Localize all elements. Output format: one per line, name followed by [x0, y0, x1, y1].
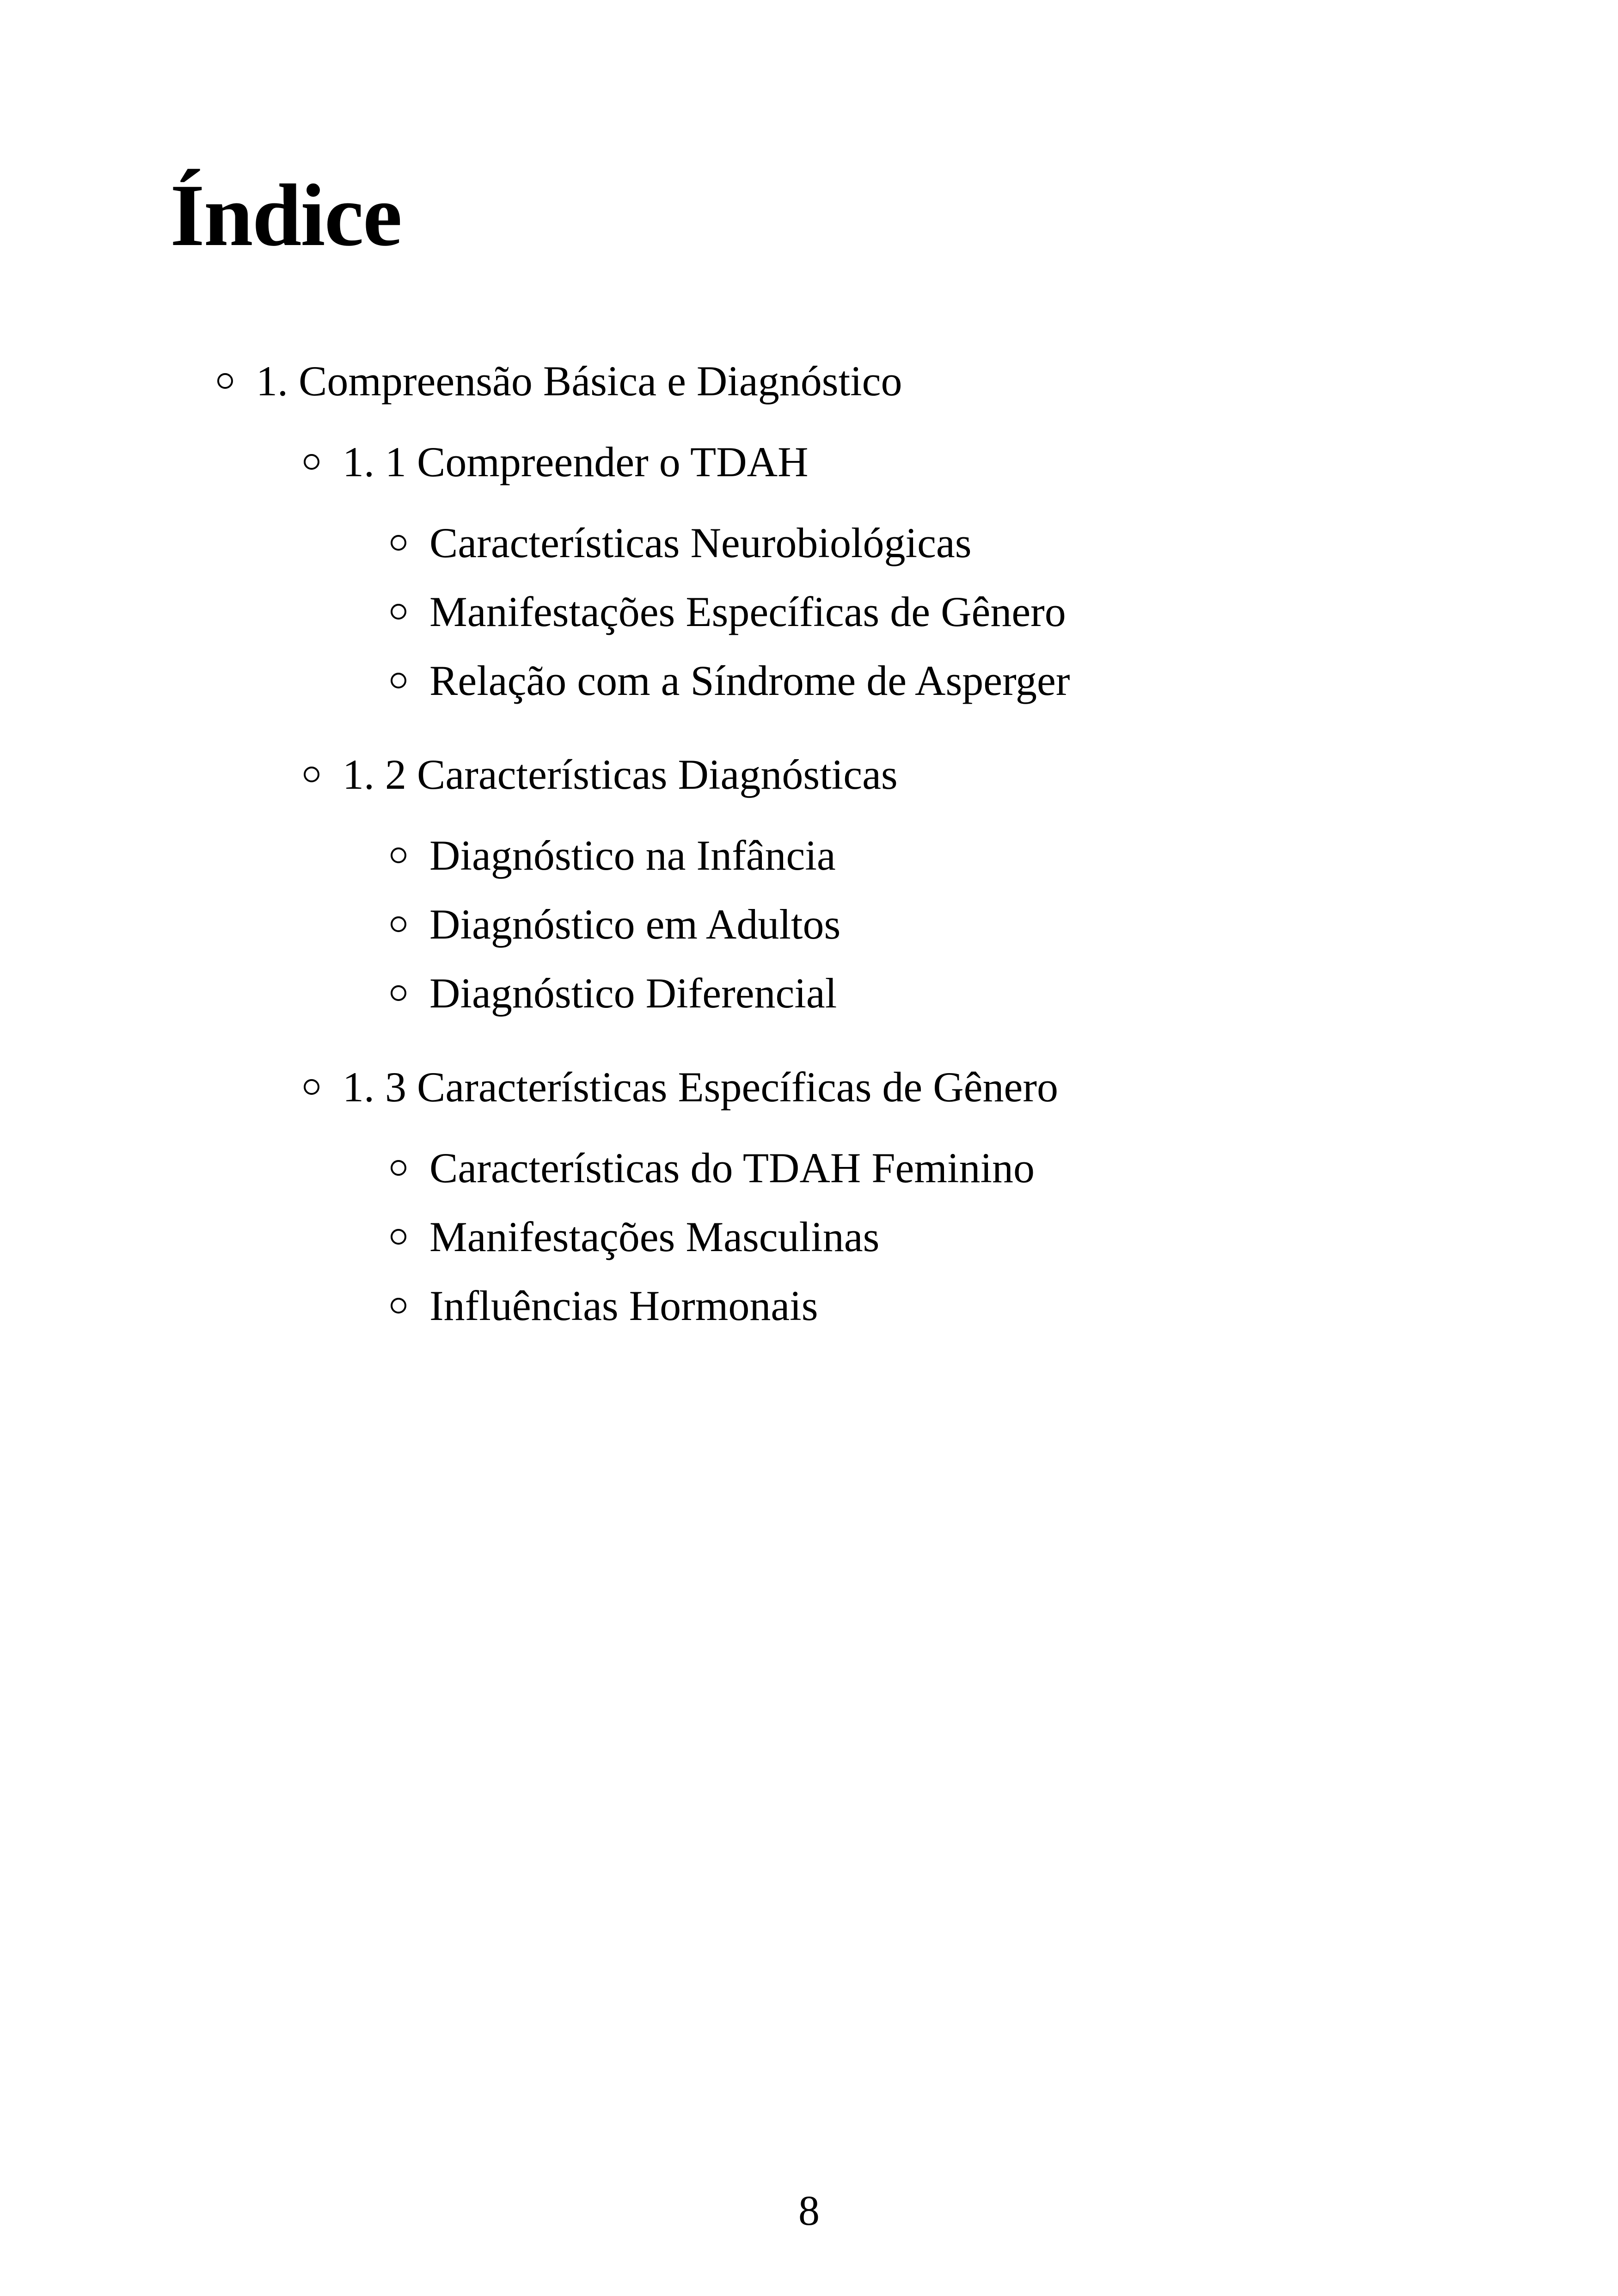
toc-item[interactable]	[391, 970, 837, 1017]
toc-subsection-label: 1. 2 Características Diagnósticas	[343, 751, 898, 798]
circle-bullet-icon	[391, 1229, 406, 1245]
circle-bullet-icon	[304, 454, 319, 470]
toc-item-label: Influências Hormonais	[429, 1282, 818, 1329]
toc-subsection-label: 1. 3 Características Específicas de Gênero	[343, 1063, 1058, 1111]
toc-subsection-1-1[interactable]	[304, 438, 809, 485]
circle-bullet-icon	[391, 1298, 406, 1314]
toc-item[interactable]	[391, 659, 1070, 702]
toc-item[interactable]	[391, 1213, 880, 1260]
circle-bullet-icon	[391, 673, 406, 688]
toc-item[interactable]	[391, 519, 972, 566]
circle-bullet-icon	[217, 373, 233, 389]
circle-bullet-icon	[391, 1160, 406, 1176]
toc-item[interactable]	[391, 834, 836, 877]
circle-bullet-icon	[391, 847, 406, 863]
page-title: Índice	[170, 166, 402, 264]
toc-section-label: 1. Compreensão Básica e Diagnóstico	[256, 357, 902, 405]
page-number: 8	[798, 2187, 820, 2234]
toc-item-label: Manifestações Específicas de Gênero	[429, 588, 1066, 635]
toc-item-label: Características do TDAH Feminino	[429, 1144, 1035, 1191]
toc-item-label: Diagnóstico Diferencial	[429, 970, 837, 1017]
toc-item[interactable]	[391, 1284, 818, 1327]
circle-bullet-icon	[391, 604, 406, 620]
circle-bullet-icon	[391, 535, 406, 551]
toc-section-1[interactable]	[217, 357, 902, 405]
toc-item[interactable]	[391, 590, 1066, 633]
toc-item[interactable]	[391, 901, 841, 948]
toc-subsection-label: 1. 1 Compreender o TDAH	[343, 438, 809, 485]
toc-item[interactable]	[391, 1144, 1035, 1191]
circle-bullet-icon	[391, 985, 406, 1001]
circle-bullet-icon	[391, 916, 406, 932]
circle-bullet-icon	[304, 767, 319, 782]
toc-subsection-1-2[interactable]	[304, 753, 898, 796]
circle-bullet-icon	[304, 1079, 319, 1095]
toc-item-label: Diagnóstico na Infância	[429, 832, 836, 879]
toc-item-label: Relação com a Síndrome de Asperger	[429, 657, 1070, 704]
toc-item-label: Manifestações Masculinas	[429, 1213, 880, 1260]
toc-item-label: Diagnóstico em Adultos	[429, 901, 841, 948]
toc-item-label: Características Neurobiológicas	[429, 519, 972, 566]
toc-subsection-1-3[interactable]	[304, 1063, 1058, 1111]
